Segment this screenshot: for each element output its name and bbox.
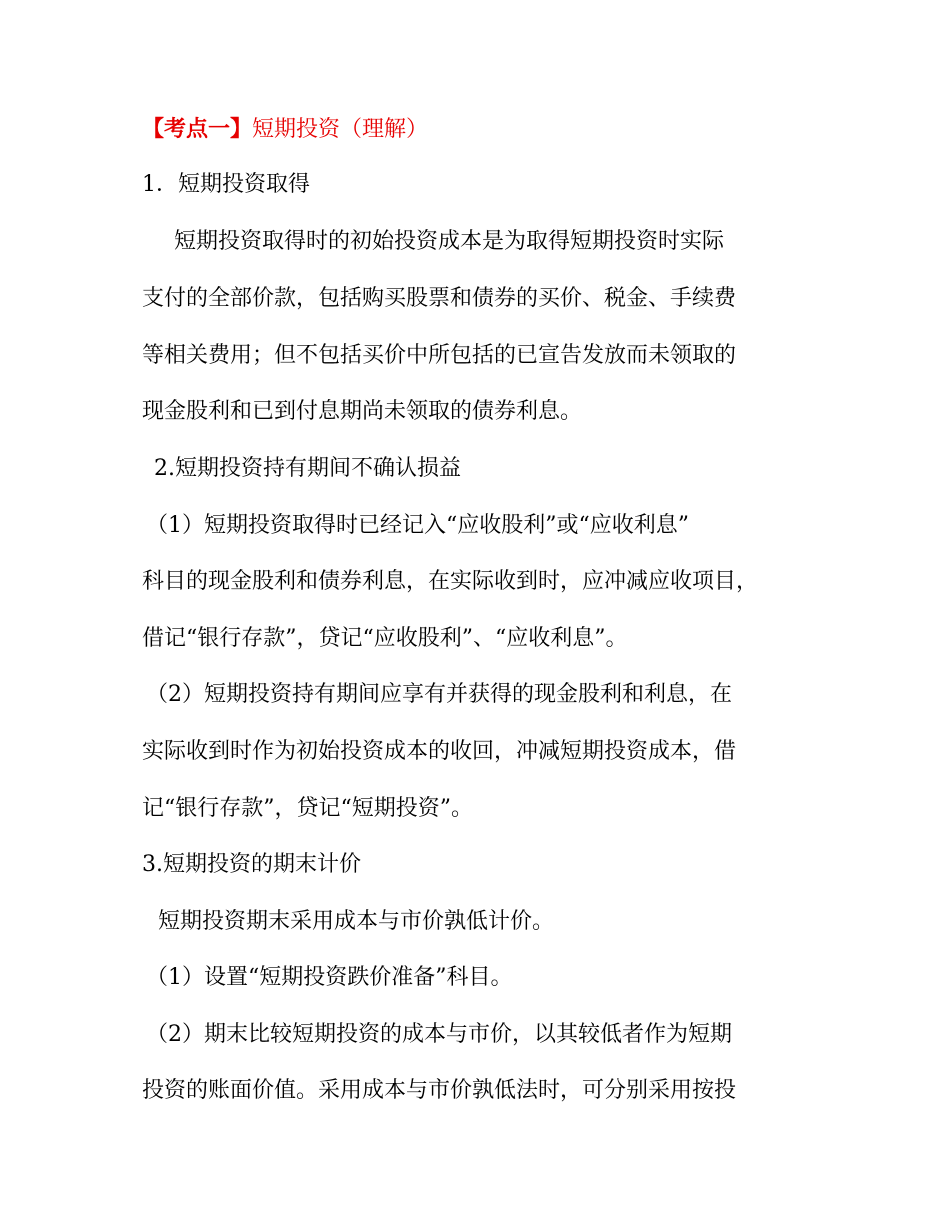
section-heading <box>142 114 428 145</box>
paragraph-line: （2）期末比较短期投资的成本与市价，以其较低者作为短期 <box>146 1022 732 1047</box>
paragraph-line: 现金股利和已到付息期尚未领取的债券利息。 <box>142 399 583 424</box>
paragraph-line: 借记“银行存款”，贷记“应收股利”、“应收利息”。 <box>142 626 628 651</box>
paragraph-line: 短期投资期末采用成本与市价孰低计价。 <box>158 909 555 934</box>
paragraph-line: 等相关费用；但不包括买价中所包括的已宣告发放而未领取的 <box>142 343 737 368</box>
paragraph-line: 投资的账面价值。采用成本与市价孰低法时，可分别采用按投 <box>142 1078 737 1103</box>
paragraph-line: 实际收到时作为初始投资成本的收回，冲减短期投资成本，借 <box>142 739 737 764</box>
paragraph-line: （1）短期投资取得时已经记入“应收股利”或“应收利息” <box>146 513 689 538</box>
paragraph-line: 支付的全部价款，包括购买股票和债券的买价、税金、手续费 <box>142 286 737 311</box>
subheading-2: 2.短期投资持有期间不确认损益 <box>154 456 461 481</box>
paragraph-line: 短期投资取得时的初始投资成本是为取得短期投资时实际 <box>174 229 725 254</box>
subheading-3: 3.短期投资的期末计价 <box>142 852 361 877</box>
paragraph-line: 科目的现金股利和债券利息，在实际收到时，应冲减应收项目， <box>142 569 759 594</box>
subheading-1: 1．短期投资取得 <box>142 172 310 197</box>
paragraph-line: 记“银行存款”，贷记“短期投资”。 <box>142 796 473 821</box>
heading-label: 【考点一】 <box>142 116 253 142</box>
paragraph-line: （2）短期投资持有期间应享有并获得的现金股利和利息，在 <box>146 682 732 707</box>
paragraph-line: （1）设置“短期投资跌价准备”科目。 <box>146 965 513 990</box>
heading-title: 短期投资（理解） <box>252 117 429 142</box>
